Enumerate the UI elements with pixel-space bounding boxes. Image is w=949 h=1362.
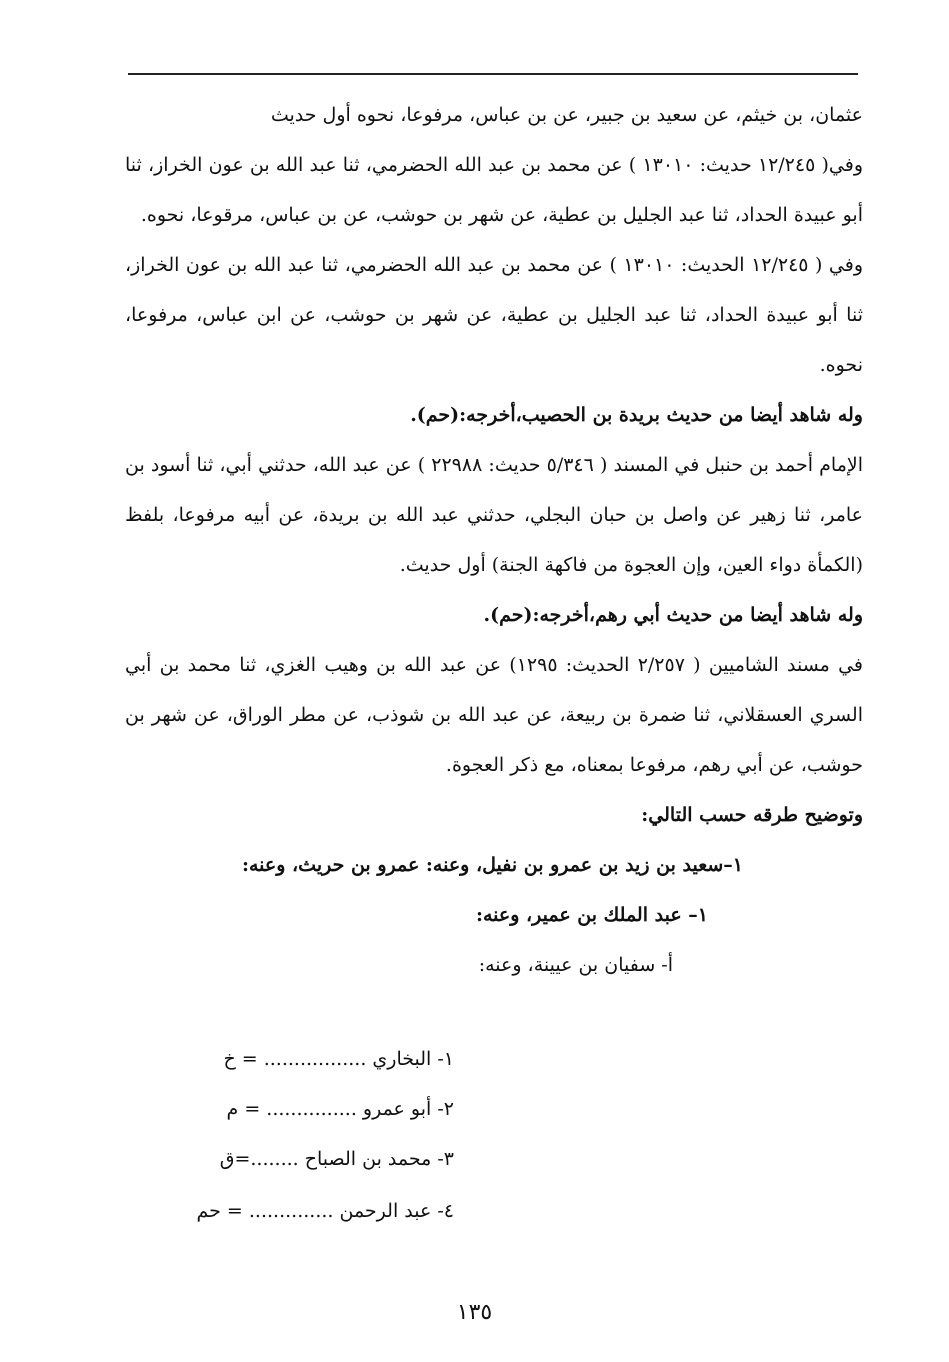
page-body [125, 90, 863, 990]
outline-level-1: ١–سعيد بن زيد بن عمرو بن نفيل، وعنه: عمرو بن حريث، وعنه: [241, 854, 743, 876]
paragraph: وفي ( ١٢/٢٤٥ الحديث: ١٣٠١٠ ) عن محمد بن عبد الله الحضرمي، ثنا عبد الله بن عون الخراز، ثنا أبو عبيدة الحداد، ثنا عبد الجليل بن عطية، عن شهر بن حوشب، عن ابن عباس، مرفوعا، نحوه. [125, 254, 864, 376]
paragraph: الإمام أحمد بن حنبل في المسند ( ٥/٣٤٦ حديث: ٢٢٩٨٨ ) عن عبد الله، حدثني أبي، ثنا أسود بن عامر، ثنا زهير عن واصل بن حبان البجلي، حدثني عبد الله بن بريدة، عن أبيه مرفوعا، بلفظ (الكمأة دواء العين، وإن العجوة من فاكهة الجنة) أول حديث. [125, 454, 863, 576]
chain-item: ١- البخاري ................. = خ [223, 1048, 454, 1070]
paragraph: وفي( ١٢/٢٤٥ حديث: ١٣٠١٠ ) عن محمد بن عبد الله الحضرمي، ثنا عبد الله بن عون الخراز، ثنا أبو عبيدة الحداد، ثنا عبد الجليل بن عطية، عن شهر بن حوشب، عن بن عباس، مرقوعا، نحوه. [125, 154, 864, 226]
section-heading: وله شاهد أيضا من حديث أبي رهم،أخرجه:(حم). [483, 604, 863, 626]
outline-level-3: أ- سفيان بن عيينة، وعنه: [478, 954, 673, 976]
header-rule [128, 73, 858, 75]
section-heading: وله شاهد أيضا من حديث بريدة بن الحصيب،أخرجه:(حم). [410, 404, 863, 426]
chain-item: ٣- محمد بن الصباح ........=ق [219, 1148, 454, 1170]
section-heading: وتوضيح طرقه حسب التالي: [641, 804, 863, 826]
chain-item: ٤- عبد الرحمن .............. = حم [196, 1200, 454, 1222]
paragraph: عثمان، بن خيثم، عن سعيد بن جبير، عن بن عباس، مرفوعا، نحوه أول حديث [270, 104, 863, 126]
paragraph: في مسند الشاميين ( ٢/٢٥٧ الحديث: ١٢٩٥) عن عبد الله بن وهيب الغزي، ثنا محمد بن أبي السري العسقلاني، ثنا ضمرة بن ربيعة، عن عبد الله بن شوذب، عن مطر الوراق، عن شهر بن حوشب، عن أبي رهم، مرفوعا بمعناه، مع ذكر العجوة. [125, 654, 863, 776]
page-number: ١٣٥ [456, 1300, 493, 1325]
chain-item: ٢- أبو عمرو ............... = م [226, 1098, 454, 1120]
outline-level-2: ١– عبد الملك بن عمير، وعنه: [475, 904, 708, 926]
